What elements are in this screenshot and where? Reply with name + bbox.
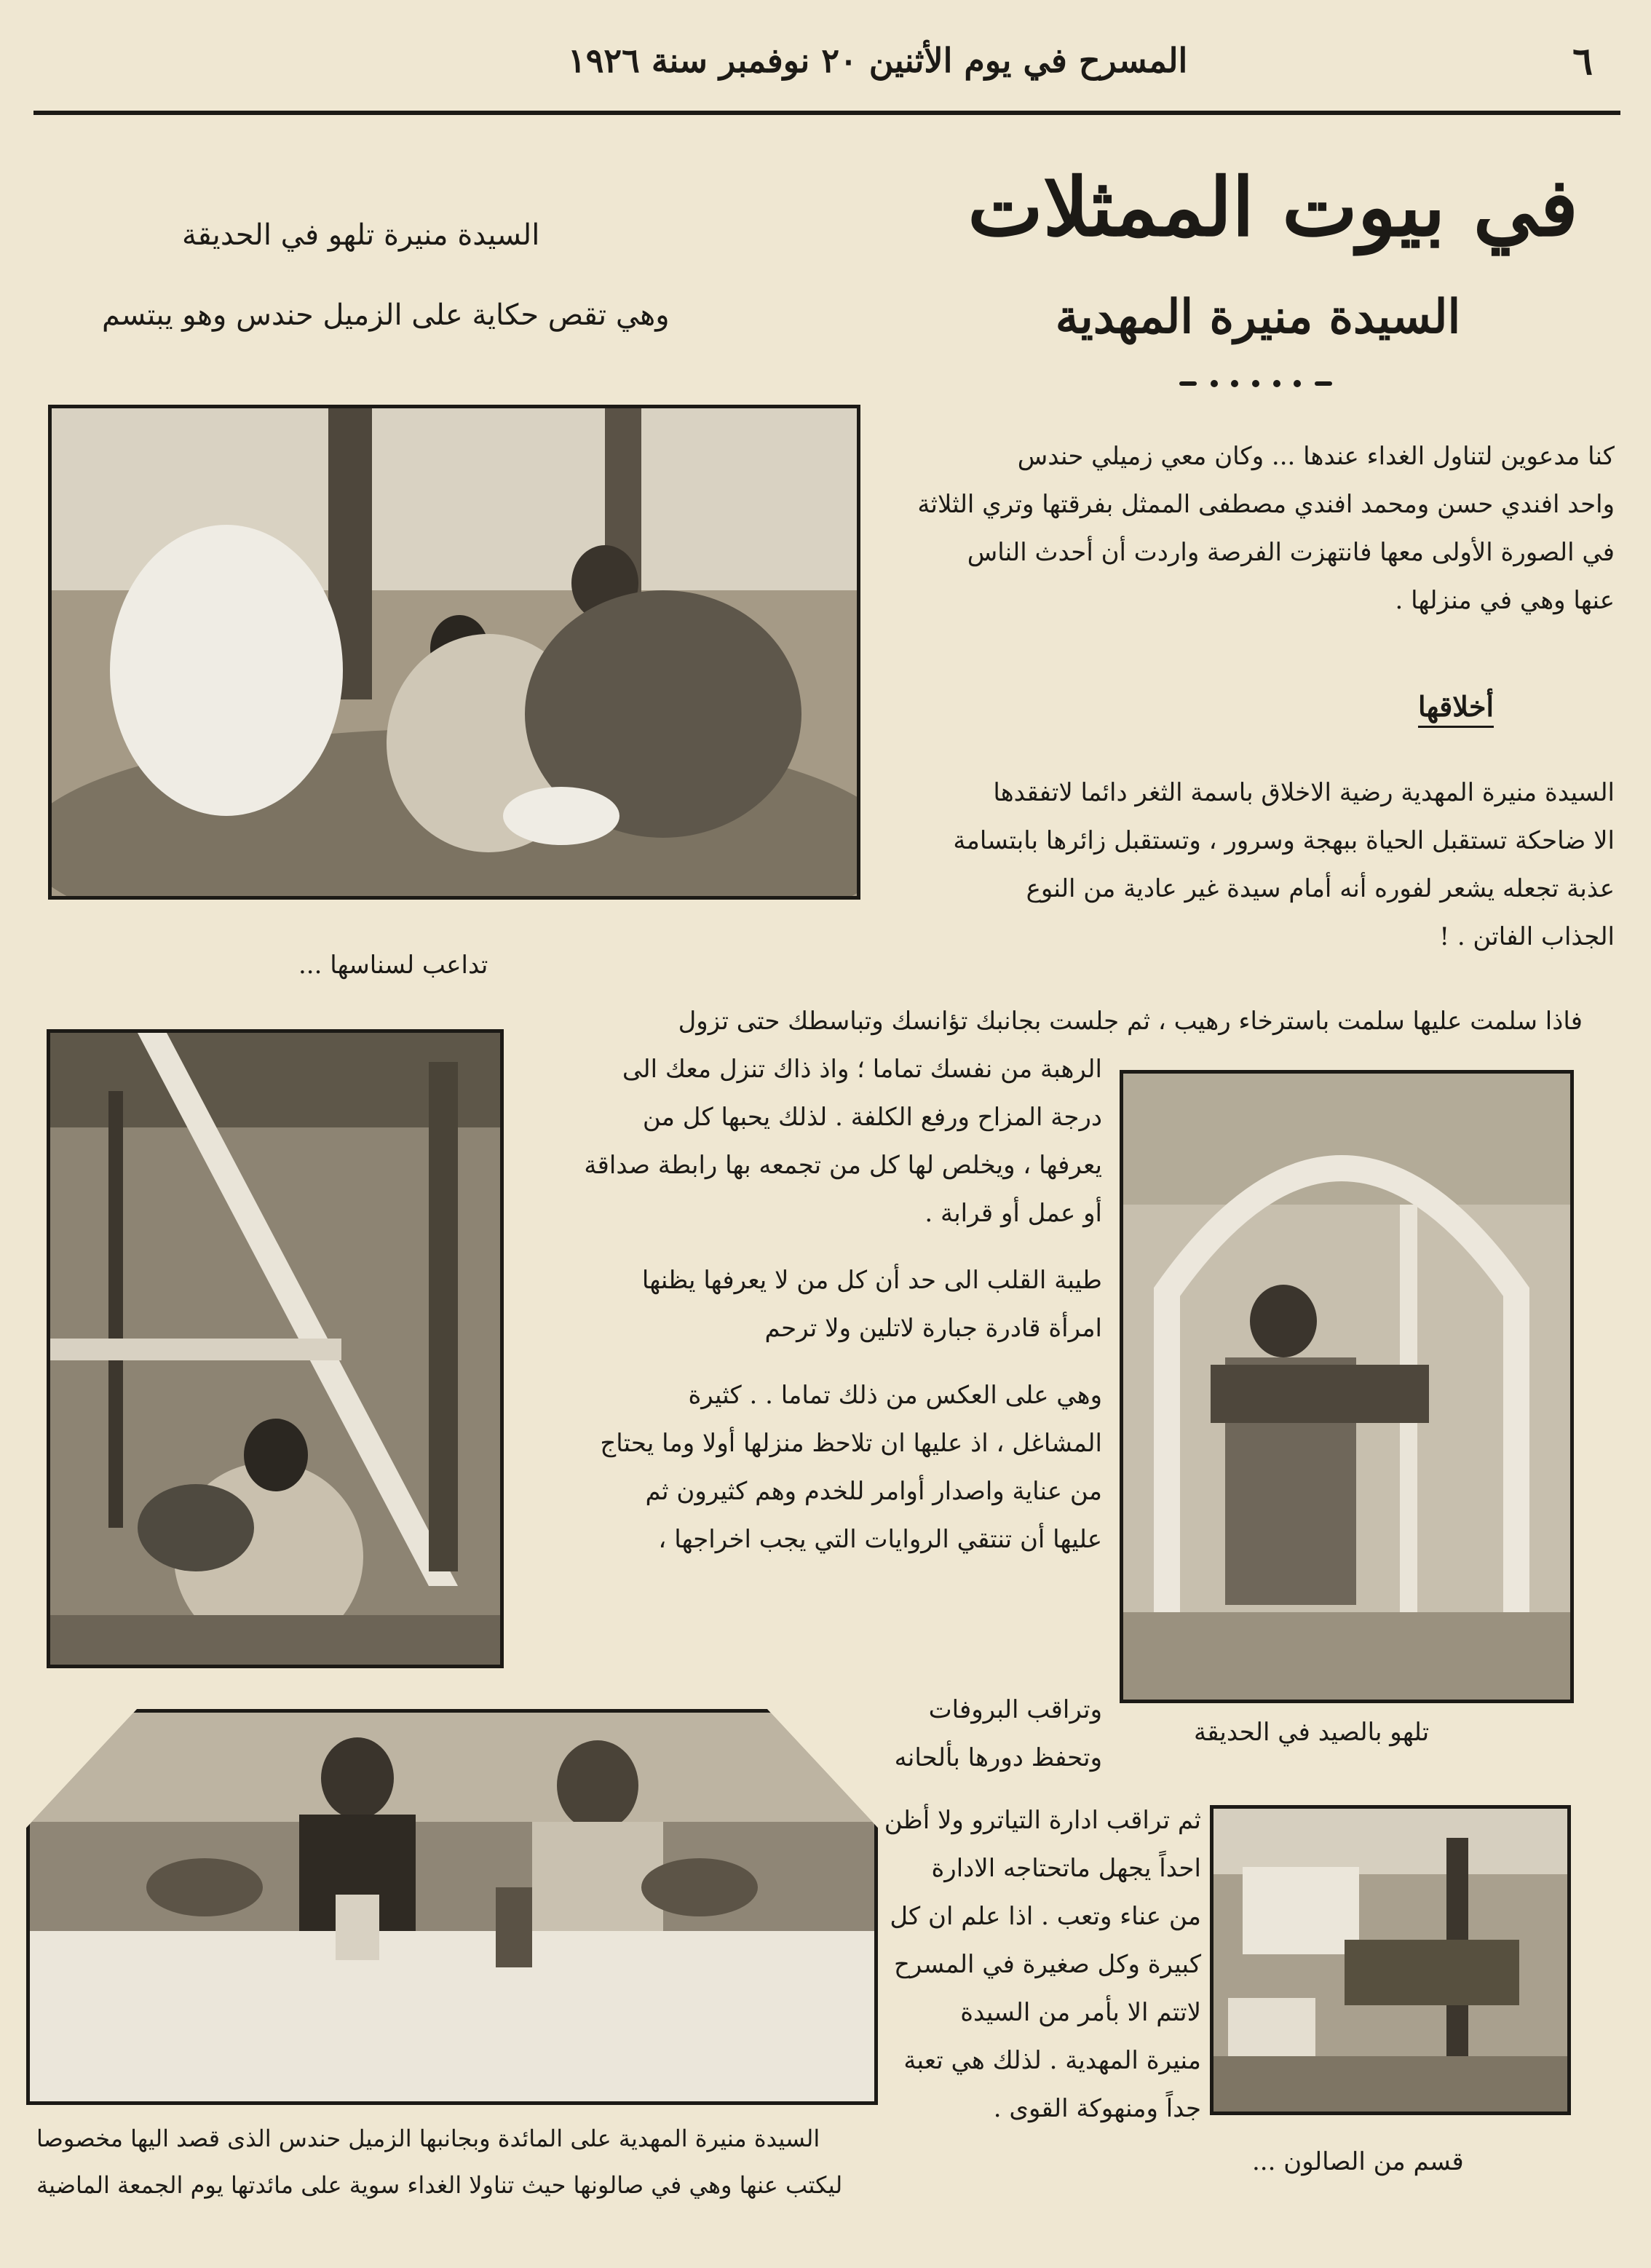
proofs-line: وتراقب البروفات: [928, 1695, 1102, 1724]
akhlaq-line: الا ضاحكة تستقبل الحياة ببهجة وسرور ، وتستقبل زائرها بابتسامة: [953, 826, 1615, 855]
busy-line: من عناية واصدار أوامر للخدم وهم كثيرون ثم: [645, 1477, 1102, 1506]
paragraph-akhlaq: [884, 769, 1615, 961]
intro-line: في الصورة الأولى معها فانتهزت الفرصة واردت أن أحدث الناس: [967, 538, 1615, 567]
section-heading-akhlaq: أخلاقها: [1418, 690, 1494, 728]
photo-salon: [1210, 1805, 1571, 2115]
greet-line: أو عمل أو قرابة .: [925, 1199, 1102, 1228]
greet-line: درجة المزاح ورفع الكلفة . لذلك يحبها كل من: [642, 1103, 1102, 1132]
theatre-line: كبيرة وكل صغيرة في المسرح: [893, 1950, 1201, 1979]
theatre-line: منيرة المهدية . لذلك هي تعبة: [903, 2046, 1201, 2075]
ornament-divider: [1179, 378, 1332, 389]
theatre-line: جداً ومنهوكة القوى .: [993, 2094, 1201, 2123]
photo-dining: [26, 1709, 878, 2105]
intro-paragraph: [884, 432, 1615, 625]
caption-fishing: تلهو بالصيد في الحديقة: [1194, 1718, 1430, 1747]
heart-line: طيبة القلب الى حد أن كل من لا يعرفها يظنها: [641, 1266, 1102, 1295]
proofs-line: وتحفظ دورها بألحانه: [894, 1743, 1102, 1772]
intro-line: كنا مدعوين لتناول الغداء عندها ... وكان معي زميلي حندس: [1017, 442, 1615, 471]
busy-line: المشاغل ، اذ عليها ان تلاحظ منزلها أولا وما يحتاج: [600, 1429, 1102, 1458]
header-title: المسرح في يوم الأثنين ٢٠ نوفمبر سنة ١٩٢٦: [568, 41, 1188, 80]
caption-garden-line2: وهي تقص حكاية على الزميل حندس وهو يبتسم: [102, 298, 670, 332]
photo-fishing: [1120, 1070, 1574, 1703]
theatre-line: من عناء وتعب . اذا علم ان كل: [890, 1902, 1201, 1931]
greet-line: يعرفها ، ويخلص لها كل من تجمعه بها رابطة صداقة: [584, 1151, 1102, 1180]
greet-line: الرهبة من نفسك تماما ؛ واذ ذاك تنزل معك الى: [622, 1055, 1102, 1084]
akhlaq-line: السيدة منيرة المهدية رضية الاخلاق باسمة الثغر دائما لاتفقدها: [993, 778, 1615, 807]
photo-dogs: [47, 1029, 504, 1668]
intro-line: واحد افندي حسن ومحمد افندي مصطفى الممثل بفرقتها وتري الثلاثة: [917, 490, 1615, 519]
akhlaq-line: الجذاب الفاتن . !: [1439, 922, 1615, 951]
paragraph-proofs: [871, 1686, 1102, 1782]
article-headline: في بيوت الممثلات: [967, 160, 1578, 254]
photo-garden-group: [48, 405, 860, 900]
article-subheadline: السيدة منيرة المهدية: [1055, 290, 1461, 344]
heart-line: امرأة قادرة جبارة لاتلين ولا ترحم: [764, 1314, 1102, 1343]
caption-salon: قسم من الصالون ...: [1252, 2147, 1464, 2176]
paragraph-theatre: [881, 1796, 1201, 2133]
header-rule: [33, 111, 1620, 115]
akhlaq-line: عذبة تجعله يشعر لفوره أنه أمام سيدة غير عادية من النوع: [1026, 874, 1615, 903]
caption-dogs: تداعب لسناسها ...: [298, 951, 488, 980]
intro-line: عنها وهي في منزلها .: [1395, 586, 1615, 615]
theatre-line: ثم تراقب ادارة التياترو ولا أظن: [884, 1806, 1201, 1835]
caption-dining-line1: السيدة منيرة المهدية على المائدة وبجانبها الزميل حندس الذى قصد اليها مخصوصا: [36, 2125, 820, 2152]
theatre-line: احداً يجهل ماتحتاجه الادارة: [931, 1854, 1201, 1883]
page-number: ٦: [1572, 39, 1593, 84]
caption-garden-line1: السيدة منيرة تلهو في الحديقة: [182, 218, 540, 252]
page-header: [29, 35, 1622, 100]
busy-line: وهي على العكس من ذلك تماما . . كثيرة: [688, 1381, 1102, 1410]
paragraph-greet-first: فاذا سلمت عليها سلمت باسترخاء رهيب ، ثم جلست بجانبك تؤانسك وتباسطك حتى تزول: [678, 1007, 1583, 1036]
theatre-line: لاتتم الا بأمر من السيدة: [960, 1998, 1201, 2027]
caption-dining-line2: ليكتب عنها وهي في صالونها حيث تناولا الغداء سوية على مائدتها يوم الجمعة الماضية: [36, 2171, 843, 2199]
paragraph-greet: [520, 1045, 1102, 1563]
busy-line: عليها أن تنتقي الروايات التي يجب اخراجها ،: [658, 1525, 1102, 1554]
